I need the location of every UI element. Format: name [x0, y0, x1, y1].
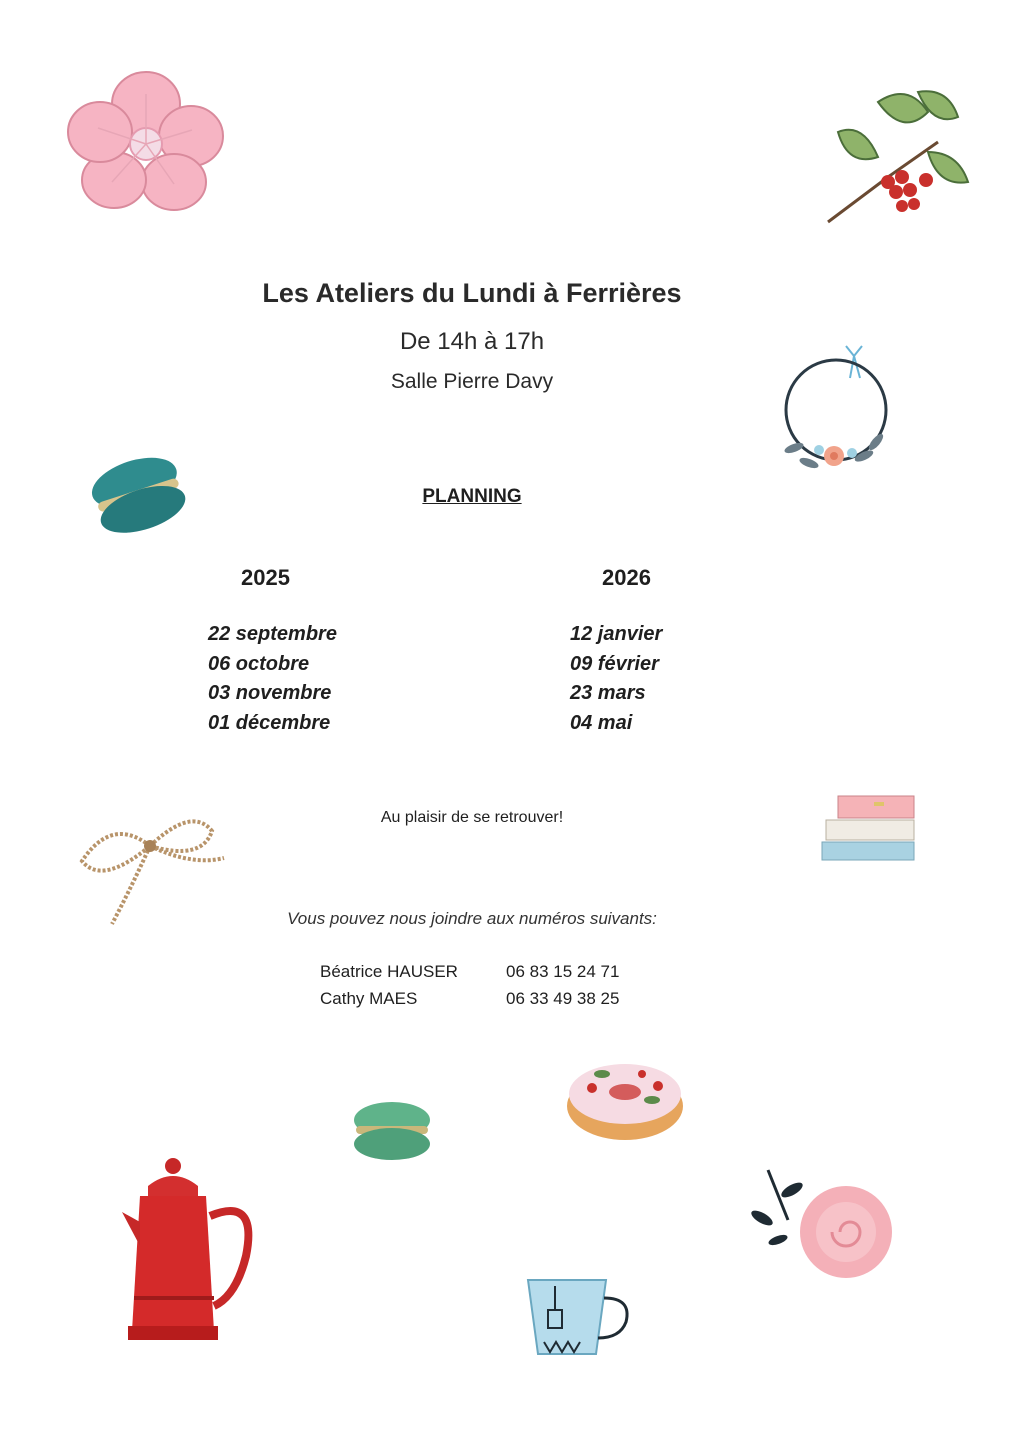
- donut-icon: [562, 1048, 688, 1144]
- page-title: Les Ateliers du Lundi à Ferrières: [262, 278, 682, 308]
- date-item: 23 mars: [570, 682, 646, 704]
- schedule-hours: De 14h à 17h: [399, 328, 545, 355]
- book-stack-icon: [818, 790, 922, 866]
- year-heading-2026: 2026: [602, 565, 651, 590]
- year-heading-2025: 2025: [241, 565, 290, 590]
- date-item: 01 décembre: [208, 711, 331, 734]
- wreath-icon: [774, 338, 892, 486]
- contact-phone: 06 33 49 38 25: [506, 989, 620, 1008]
- dates-list-2025: [208, 620, 337, 738]
- contact-name: Cathy MAES: [320, 989, 418, 1008]
- pink-flower-icon: [66, 64, 226, 214]
- closing-message: Au plaisir de se retrouver!: [380, 809, 564, 826]
- date-item: 22 septembre: [208, 623, 337, 645]
- contact-phone: 06 83 15 24 71: [506, 962, 620, 981]
- date-item: 12 janvier: [570, 623, 663, 645]
- date-item: 09 février: [570, 652, 659, 675]
- contact-row: [320, 985, 619, 1012]
- macaron-green-icon: [350, 1098, 434, 1164]
- dates-list-2026: [570, 620, 662, 738]
- contact-row: [320, 958, 619, 985]
- holly-berries-icon: [818, 82, 974, 232]
- contact-name: Béatrice HAUSER: [320, 962, 458, 981]
- contact-list: [320, 958, 619, 1012]
- date-item: 03 novembre: [208, 682, 332, 704]
- contact-intro: Vous pouvez nous joindre aux numéros suivants:: [287, 909, 657, 928]
- teacup-icon: [522, 1272, 636, 1362]
- rose-icon: [748, 1160, 898, 1296]
- venue-name: Salle Pierre Davy: [390, 370, 554, 393]
- date-item: 06 octobre: [208, 652, 310, 675]
- planning-heading: PLANNING: [422, 486, 522, 507]
- coffee-pot-icon: [118, 1156, 260, 1346]
- date-item: 04 mai: [570, 711, 633, 734]
